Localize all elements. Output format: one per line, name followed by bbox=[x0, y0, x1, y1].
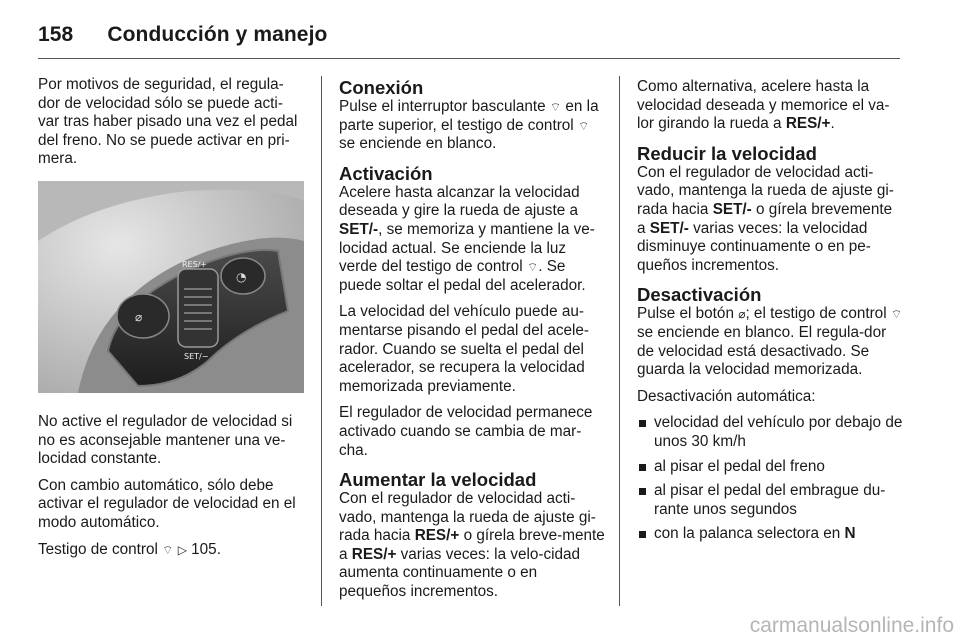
res-label: RES/+ bbox=[182, 259, 208, 269]
section-title: Conexión bbox=[339, 77, 424, 98]
text: varias veces: la velocidad disminuye continuamente o en pe-queños incrementos. bbox=[637, 219, 871, 274]
section-desactivacion bbox=[637, 285, 903, 544]
cruise-control-icon: ⌔ bbox=[162, 542, 174, 557]
paragraph bbox=[38, 541, 304, 560]
gear-label: N bbox=[844, 525, 856, 543]
text: . Se puede soltar el pedal del acelerador. bbox=[339, 258, 586, 294]
svg-text:⌀: ⌀ bbox=[135, 309, 143, 324]
column-2 bbox=[339, 78, 605, 610]
section-conexion bbox=[339, 78, 605, 154]
text: Acelere hasta alcanzar la velocidad deseada y gire la rueda de ajuste a bbox=[339, 183, 580, 220]
set-label: SET/− bbox=[184, 351, 209, 361]
list-item: al pisar el pedal del freno bbox=[637, 458, 903, 477]
text: varias veces: la velo-cidad aumenta continuamente o en pequeños incrementos. bbox=[339, 545, 581, 601]
res-label: RES/+ bbox=[351, 545, 397, 563]
text: se enciende en blanco. bbox=[339, 135, 497, 153]
set-label: SET/- bbox=[712, 200, 752, 218]
paragraph bbox=[339, 98, 605, 154]
page-ref: 105. bbox=[191, 540, 221, 558]
section-activacion bbox=[339, 164, 605, 460]
text: con la palanca selectora en bbox=[654, 525, 841, 543]
paragraph: La velocidad del vehículo puede au-mentarse pisando el pedal del acele-rador. Cuando se suelta el pedal del acelerador, se recupera la velocidad memorizada previamente. bbox=[339, 303, 590, 395]
column-1 bbox=[38, 76, 304, 567]
section-reducir bbox=[637, 144, 903, 276]
paragraph bbox=[339, 184, 605, 296]
paragraph bbox=[637, 78, 903, 134]
paragraph: Desactivación automática: bbox=[637, 387, 816, 405]
text: Con cambio automático, sólo debe activar el regulador de velocidad en el modo automático. bbox=[38, 476, 296, 531]
paragraph: El regulador de velocidad permanece activado cuando se cambia de mar-cha. bbox=[339, 404, 593, 459]
text: Con el regulador de velocidad acti-vado, mantenga la rueda de ajuste gi-rada hacia bbox=[339, 490, 596, 545]
paragraph: Por motivos de seguridad, el regula-dor de velocidad sólo se puede acti-var tras haber pisado una vez el pedal del freno. No se puede activar en pri-mera. bbox=[38, 76, 298, 168]
page-number: 158 bbox=[38, 23, 74, 46]
text: o gírela brevemente a bbox=[637, 200, 893, 237]
cruise-control-icon: ⌔ bbox=[549, 100, 562, 114]
text: Testigo de control bbox=[38, 540, 158, 558]
text: o gírela breve-mente a bbox=[339, 527, 605, 563]
paragraph: No active el regulador de velocidad si no es aconsejable mantener una ve-locidad constante. bbox=[38, 412, 293, 468]
text: Pulse el botón bbox=[637, 305, 734, 323]
section-title: Activación bbox=[339, 162, 433, 184]
cruise-control-icon: ⌔ bbox=[890, 307, 903, 322]
res-label: RES/+ bbox=[414, 527, 460, 545]
text: Con el regulador de velocidad acti-vado, mantenga la rueda de ajuste gi-rada hacia bbox=[637, 163, 894, 218]
steering-wheel-controls-figure bbox=[38, 181, 304, 393]
text: en la parte superior, el testigo de control bbox=[339, 98, 599, 134]
watermark: carmanualsonline.info bbox=[749, 614, 954, 637]
section-title: Reducir la velocidad bbox=[637, 142, 817, 164]
cruise-cancel-icon: ⌀ bbox=[738, 307, 746, 322]
section-title: Desactivación bbox=[637, 284, 762, 306]
page-reference-icon: ▷ bbox=[177, 542, 187, 557]
section-title: Aumentar la velocidad bbox=[339, 469, 537, 491]
text: . bbox=[830, 115, 835, 133]
text: Pulse el interruptor basculante bbox=[339, 98, 546, 115]
list-item bbox=[637, 525, 903, 544]
paragraph bbox=[637, 305, 903, 379]
section-aumentar bbox=[339, 470, 605, 602]
set-label: SET/- bbox=[649, 219, 689, 237]
svg-text:◔: ◔ bbox=[236, 269, 247, 284]
column-3 bbox=[637, 78, 903, 550]
cruise-control-icon: ⌔ bbox=[577, 118, 590, 133]
column-divider bbox=[619, 76, 620, 606]
bullet-list bbox=[637, 414, 903, 544]
text: , se memoriza y mantiene la ve-locidad actual. Se enciende la luz verde del testigo de control bbox=[339, 220, 595, 276]
set-label: SET/- bbox=[339, 220, 379, 238]
text: se enciende en blanco. El regula-dor de velocidad está desactivado. Se guarda la velocidad memorizada. bbox=[637, 323, 887, 379]
cruise-control-icon: ⌔ bbox=[526, 260, 539, 275]
page-header bbox=[38, 12, 900, 59]
paragraph bbox=[38, 477, 304, 533]
list-item: velocidad del vehículo por debajo de unos 30 km/h bbox=[637, 414, 903, 451]
text: Como alternativa, acelere hasta la velocidad deseada y memorice el va-lor girando la rueda a bbox=[637, 78, 890, 133]
paragraph bbox=[637, 164, 903, 276]
steering-wheel-illustration bbox=[38, 181, 304, 393]
list-item: al pisar el pedal del embrague du-rante unos segundos bbox=[637, 482, 903, 519]
chapter-title: Conducción y manejo bbox=[107, 23, 328, 46]
column-divider bbox=[321, 76, 322, 606]
res-label: RES/+ bbox=[785, 115, 831, 133]
text: ; el testigo de control bbox=[745, 305, 887, 323]
paragraph bbox=[339, 490, 605, 602]
